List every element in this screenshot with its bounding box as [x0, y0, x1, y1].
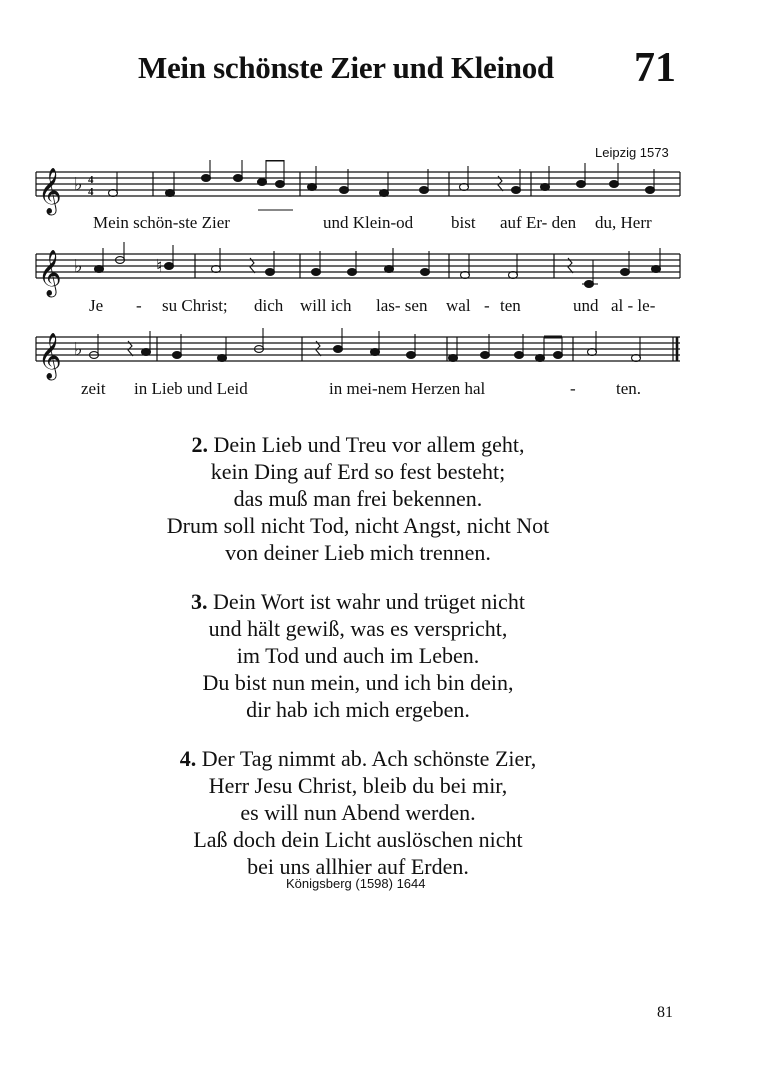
verse-line: es will nun Abend werden. [240, 800, 476, 825]
hymn-number: 71 [634, 45, 676, 91]
time-signature-icon: 4 [88, 174, 94, 186]
lyric-2-7: wal [446, 296, 471, 315]
verse-line: Dein Wort ist wahr und trüget nicht [213, 589, 525, 614]
flat-icon: ♭ [74, 174, 83, 195]
lyric-2-11: al - le- [611, 296, 656, 315]
natural-icon: ♮ [156, 256, 163, 277]
verse-line: das muß man frei bekennen. [233, 486, 483, 511]
page-number: 81 [657, 1004, 673, 1021]
lyric-2-9: ten [500, 296, 521, 315]
verse-line: Laß doch dein Licht auslöschen nicht [193, 827, 523, 852]
verse-number: 3. [191, 589, 208, 614]
treble-clef-icon: 𝄞 [38, 250, 62, 296]
lyric-1-2: und Klein-od [323, 213, 414, 232]
lyric-1-5: du, Herr [595, 213, 652, 232]
melody-source: Leipzig 1573 [595, 145, 669, 160]
verse-line: Dein Lieb und Treu vor allem geht, [213, 432, 525, 457]
verse-line: Du bist nun mein, und ich bin dein, [202, 670, 514, 695]
treble-clef-icon: 𝄞 [38, 333, 62, 379]
verse-3 [0, 588, 716, 723]
lyric-3-4: - [570, 379, 576, 398]
verse-2 [0, 431, 716, 566]
verse-line: im Tod und auch im Leben. [236, 643, 480, 668]
verse-line: bei uns allhier auf Erden. [247, 854, 469, 879]
verse-line: Der Tag nimmt ab. Ach schönste Zier, [201, 746, 537, 771]
lyric-2-4: dich [254, 296, 284, 315]
lyric-1-3: bist [451, 213, 476, 232]
verse-line: von deiner Lieb mich trennen. [225, 540, 491, 565]
text-source: Königsberg (1598) 1644 [286, 876, 426, 891]
treble-clef-icon: 𝄞 [38, 168, 62, 214]
lyric-3-2: in Lieb und Leid [134, 379, 248, 398]
verses [0, 431, 716, 902]
lyric-1-1: Mein schön-ste Zier [93, 213, 230, 232]
lyric-3-1: zeit [81, 379, 106, 398]
verse-number: 2. [191, 432, 208, 457]
verse-line: Drum soll nicht Tod, nicht Angst, nicht Not [166, 513, 550, 538]
lyric-3-5: ten. [616, 379, 642, 398]
lyric-2-2: - [136, 296, 142, 315]
music-staff-2 [0, 242, 766, 302]
lyric-2-5: will ich [300, 296, 352, 315]
flat-icon: ♭ [74, 256, 83, 277]
lyric-3-3: in mei-nem Herzen hal [329, 379, 486, 398]
hymn-title: Mein schönste Zier und Kleinod [138, 50, 554, 85]
verse-line: Herr Jesu Christ, bleib du bei mir, [208, 773, 508, 798]
lyric-2-3: su Christ; [162, 296, 228, 315]
verse-line: und hält gewiß, was es verspricht, [208, 616, 508, 641]
flat-icon: ♭ [74, 339, 83, 360]
lyric-2-10: und [573, 296, 599, 315]
verse-number: 4. [179, 746, 197, 771]
verse-line: dir hab ich mich ergeben. [246, 697, 470, 722]
music-staff-1 [0, 160, 766, 220]
lyric-2-1: Je [89, 296, 104, 315]
verse-line: kein Ding auf Erd so fest besteht; [210, 459, 506, 484]
lyric-2-6: las- sen [376, 296, 428, 315]
verse-4 [0, 745, 716, 880]
lyric-2-8: - [484, 296, 490, 315]
svg-text:4: 4 [88, 186, 94, 198]
music-staff-3 [0, 325, 766, 385]
lyric-1-4: auf Er- den [500, 213, 577, 232]
